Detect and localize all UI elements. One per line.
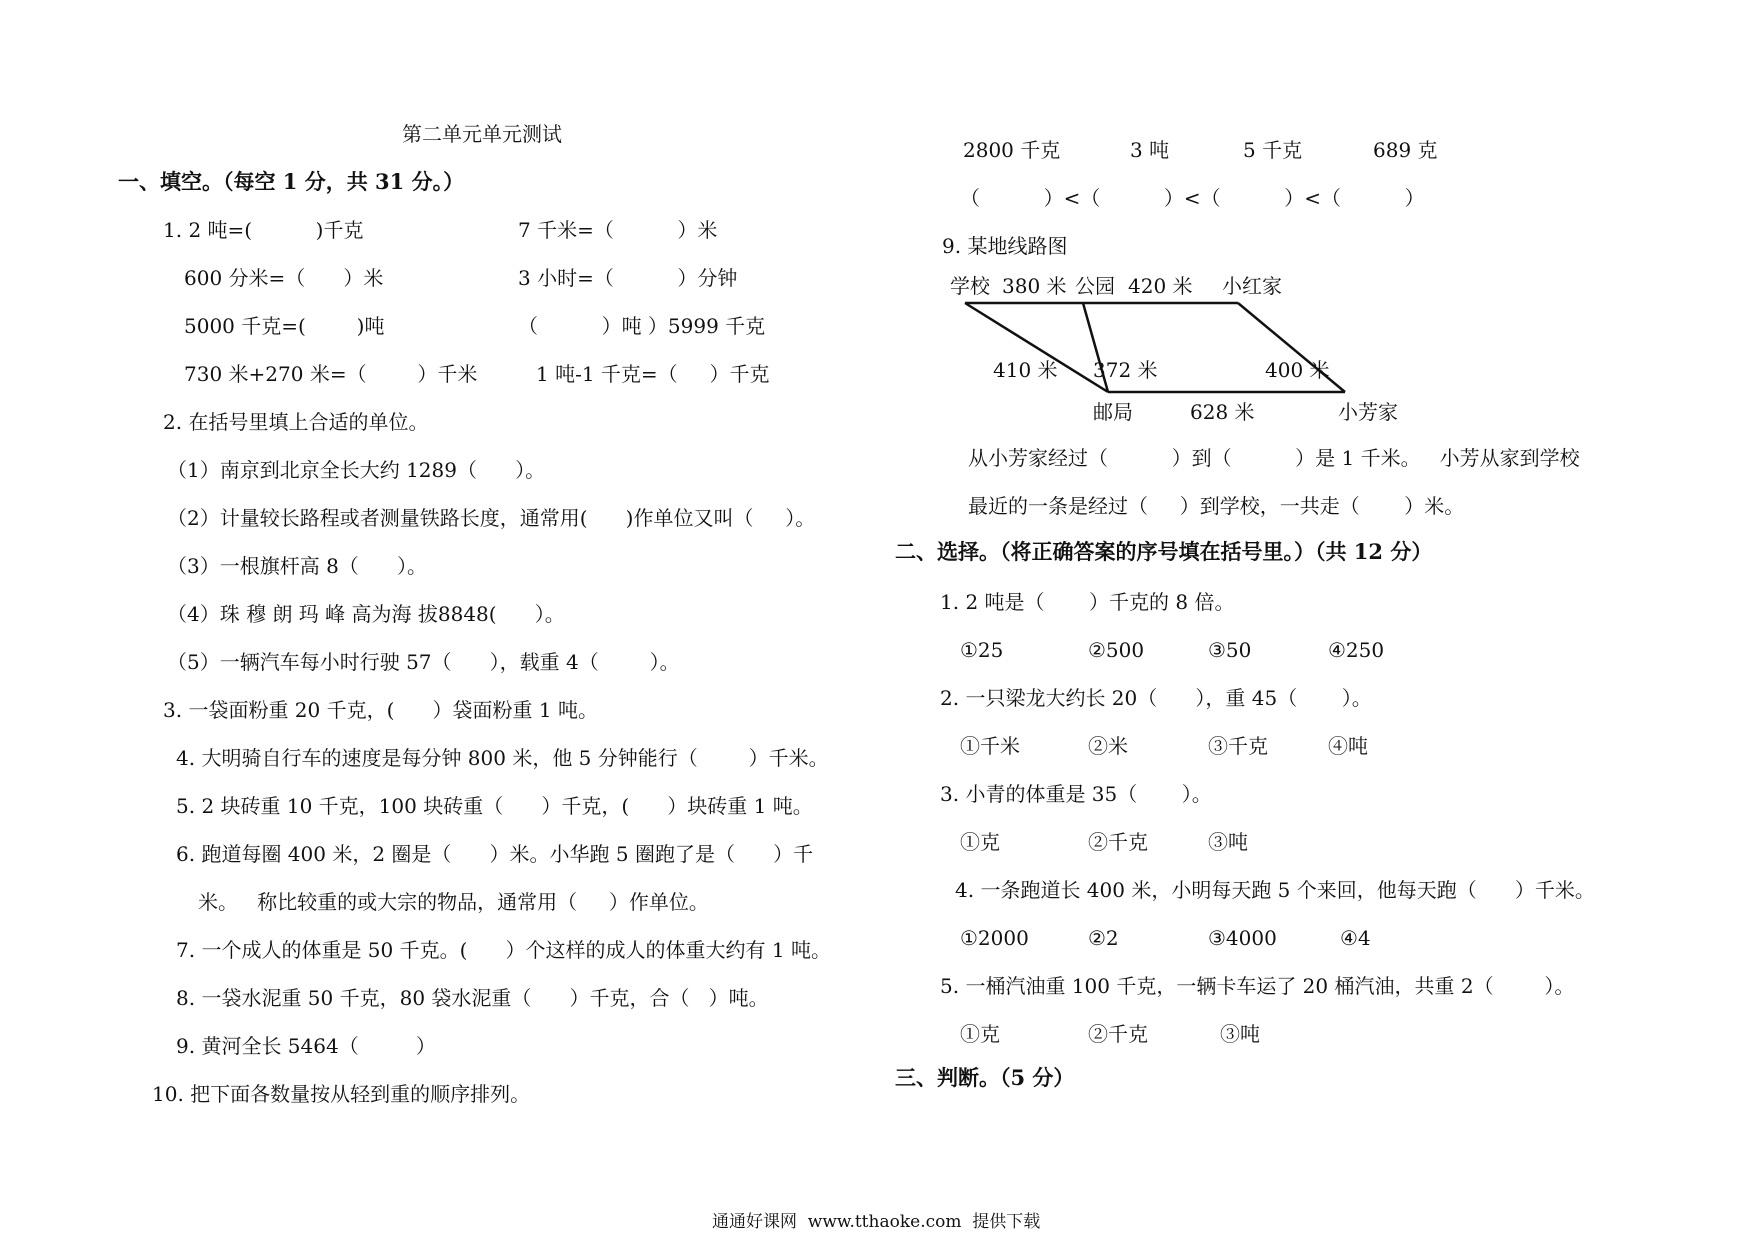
choice-option: ①千米 — [960, 734, 1020, 758]
map-label-distance: 420 米 — [1128, 274, 1193, 298]
q2-item: （5）一辆汽车每小时行驶 57（ ），载重 4（ ）。 — [167, 650, 680, 674]
choice-option: ①克 — [960, 1022, 1000, 1046]
map-label-distance: 628 米 — [1190, 400, 1255, 424]
q1-h: 1 吨-1 千克=（ ）千克 — [536, 362, 770, 386]
map-label-post-office: 邮局 — [1093, 400, 1133, 424]
q6-line1: 6. 跑道每圈 400 米，2 圈是（ ）米。小华跑 5 圈跑了是（ ）千 — [176, 842, 814, 866]
q10-answer: （ ）<（ ）<（ ）<（ ） — [960, 186, 1425, 210]
q1-e: 5000 千克=( )吨 — [184, 314, 385, 338]
route-question-line1: 从小芳家经过（ ）到（ ）是 1 千米。 小芳从家到学校 — [968, 446, 1580, 470]
choice-option: ①25 — [960, 638, 1004, 662]
section-choice-heading: 二、选择。（将正确答案的序号填在括号里。）（共 12 分） — [895, 539, 1433, 564]
choice-option: ②500 — [1088, 638, 1145, 662]
choice-option: ③50 — [1208, 638, 1252, 662]
q10-quantity: 689 克 — [1373, 138, 1438, 162]
q10: 10. 把下面各数量按从轻到重的顺序排列。 — [152, 1082, 531, 1106]
choice-option: ③吨 — [1220, 1022, 1260, 1046]
map-label-park: 公园 — [1075, 274, 1115, 298]
q1-d: 3 小时=（ ）分钟 — [518, 266, 738, 290]
choice-option: ②2 — [1088, 926, 1119, 950]
q2-item: （1）南京到北京全长大约 1289（ ）。 — [167, 458, 546, 482]
q7: 7. 一个成人的体重是 50 千克。( ）个这样的成人的体重大约有 1 吨。 — [176, 938, 831, 962]
q9: 9. 黄河全长 5464（ ） — [176, 1034, 436, 1058]
q8: 8. 一袋水泥重 50 千克，80 袋水泥重（ ）千克，合（ ）吨。 — [176, 986, 769, 1010]
q2-item: （3）一根旗杆高 8（ ）。 — [167, 554, 427, 578]
q2-item: （4）珠 穆 朗 玛 峰 高为海 拔8848( ）。 — [167, 602, 565, 626]
choice-option: ③千克 — [1208, 734, 1268, 758]
choice-option: ④4 — [1340, 926, 1371, 950]
choice-option: ②米 — [1088, 734, 1128, 758]
choice-option: ④吨 — [1328, 734, 1368, 758]
route-map-stem: 9. 某地线路图 — [942, 234, 1068, 258]
q1-a: 1. 2 吨=( )千克 — [163, 218, 364, 242]
map-label-distance: 400 米 — [1265, 358, 1330, 382]
q1-g: 730 米+270 米=（ ）千米 — [184, 362, 478, 386]
q4: 4. 大明骑自行车的速度是每分钟 800 米，他 5 分钟能行（ ）千米。 — [176, 746, 829, 770]
choice-option: ④250 — [1328, 638, 1385, 662]
q5: 5. 2 块砖重 10 千克，100 块砖重（ ）千克，( ）块砖重 1 吨。 — [176, 794, 813, 818]
q10-quantity: 5 千克 — [1243, 138, 1303, 162]
q2-item: （2）计量较长路程或者测量铁路长度，通常用( )作单位又叫（ ）。 — [167, 506, 816, 530]
choice-q3: 3. 小青的体重是 35（ ）。 — [940, 782, 1212, 806]
q1-f: （ ）吨 ）5999 千克 — [518, 314, 766, 338]
choice-option: ②千克 — [1088, 830, 1148, 854]
map-label-school: 学校 — [950, 274, 990, 298]
q10-quantity: 2800 千克 — [963, 138, 1061, 162]
choice-option: ①克 — [960, 830, 1000, 854]
q3: 3. 一袋面粉重 20 千克，( ）袋面粉重 1 吨。 — [163, 698, 598, 722]
choice-option: ①2000 — [960, 926, 1029, 950]
q6-line2: 米。 称比较重的或大宗的物品，通常用（ ）作单位。 — [198, 890, 709, 914]
choice-option: ③4000 — [1208, 926, 1277, 950]
section-judge-heading: 三、判断。（5 分） — [895, 1065, 1075, 1090]
choice-q1: 1. 2 吨是（ ）千克的 8 倍。 — [940, 590, 1235, 614]
map-label-xiaohong-home: 小红家 — [1222, 274, 1282, 298]
q2-stem: 2. 在括号里填上合适的单位。 — [163, 410, 429, 434]
choice-option: ②千克 — [1088, 1022, 1148, 1046]
choice-q2: 2. 一只梁龙大约长 20（ ），重 45（ ）。 — [940, 686, 1372, 710]
choice-option: ③吨 — [1208, 830, 1248, 854]
map-label-distance: 410 米 — [993, 358, 1058, 382]
map-label-distance: 372 米 — [1093, 358, 1158, 382]
map-label-xiaofang-home: 小芳家 — [1338, 400, 1398, 424]
choice-q5: 5. 一桶汽油重 100 千克，一辆卡车运了 20 桶汽油，共重 2（ ）。 — [940, 974, 1575, 998]
q1-c: 600 分米=（ ）米 — [184, 266, 384, 290]
map-label-distance: 380 米 — [1002, 274, 1067, 298]
q10-quantity: 3 吨 — [1130, 138, 1170, 162]
page-title: 第二单元单元测试 — [402, 122, 562, 146]
section-fill-heading: 一、填空。（每空 1 分，共 31 分。） — [118, 169, 465, 194]
page-footer: 通通好课网 www.tthaoke.com 提供下载 — [712, 1212, 1041, 1232]
route-question-line2: 最近的一条是经过（ ）到学校，一共走（ ）米。 — [968, 494, 1465, 518]
choice-q4: 4. 一条跑道长 400 米，小明每天跑 5 个来回，他每天跑（ ）千米。 — [955, 878, 1595, 902]
q1-b: 7 千米=（ ）米 — [518, 218, 718, 242]
